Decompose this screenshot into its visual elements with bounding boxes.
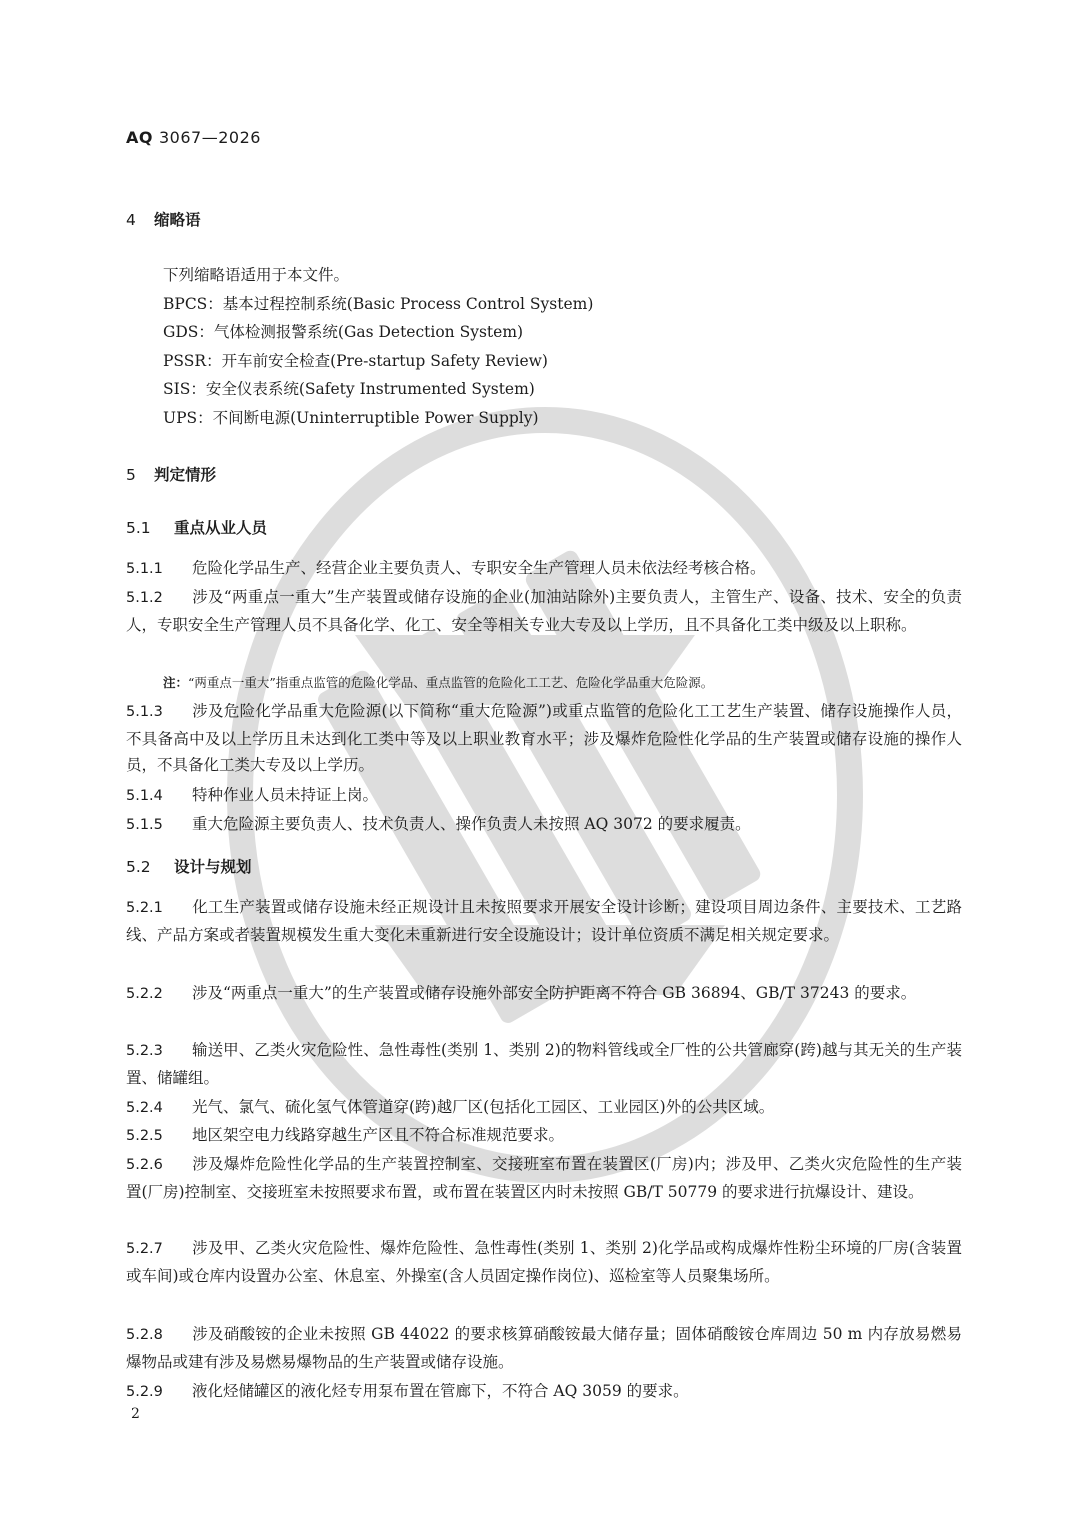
clause-5-1-5: 5.1.5 重大危险源主要负责人、技术负责人、操作负责人未按照 AQ 3072 的要求履责。: [126, 815, 751, 833]
note: [163, 673, 713, 691]
clause-5-1-4: 5.1.4 特种作业人员未持证上岗。: [126, 786, 379, 804]
note-text: “两重点一重大”指重点监管的危险化学品、重点监管的危险化工工艺、危险化学品重大危险源。: [188, 675, 714, 690]
document-code: [126, 128, 261, 147]
clause-5-2-5: 5.2.5 地区架空电力线路穿越生产区且不符合标准规范要求。: [126, 1126, 565, 1144]
section-4-heading: 4 缩略语: [126, 211, 201, 229]
note-label: 注：: [163, 675, 189, 690]
page-number: 2: [131, 1406, 140, 1422]
document-code-prefix: AQ: [126, 128, 153, 147]
clause-5-2-7: 5.2.7 涉及甲、乙类火灾危险性、爆炸危险性、急性毒性(类别 1、类别 2)化学品或构成爆炸性粉尘环境的厂房(含装置或车间)或仓库内设置办公室、休息室、外操室(含人员固定操作岗位)、巡检室等人员聚集场所。: [126, 1239, 962, 1285]
clause-5-1-1: 5.1.1 危险化学品生产、经营企业主要负责人、专职安全生产管理人员未依法经考核合格。: [126, 559, 766, 577]
clause-5-2-8: 5.2.8 涉及硝酸铵的企业未按照 GB 44022 的要求核算硝酸铵最大储存量；固体硝酸铵仓库周边 50 m 内存放易燃易爆物品或建有涉及易燃易爆物品的生产装置或储存设施。: [126, 1325, 962, 1371]
clause-5-2-4: 5.2.4 光气、氯气、硫化氢气体管道穿(跨)越厂区(包括化工园区、工业园区)外的公共区域。: [126, 1098, 775, 1116]
clause-5-2-2: 5.2.2 涉及“两重点一重大”的生产装置或储存设施外部安全防护距离不符合 GB 36894、GB/T 37243 的要求。: [126, 984, 917, 1002]
abbreviation-intro: 下列缩略语适用于本文件。: [163, 266, 350, 284]
abbreviation-item: GDS：气体检测报警系统(Gas Detection System): [163, 323, 524, 341]
document-code-number: 3067—2026: [158, 128, 261, 147]
subsection-5-1-heading: 5.1 重点从业人员: [126, 519, 268, 537]
clause-5-2-9: 5.2.9 液化烃储罐区的液化烃专用泵布置在管廊下，不符合 AQ 3059 的要求。: [126, 1382, 689, 1400]
abbreviation-item: SIS：安全仪表系统(Safety Instrumented System): [163, 380, 535, 398]
clause-5-2-3: 5.2.3 输送甲、乙类火灾危险性、急性毒性(类别 1、类别 2)的物料管线或全厂性的公共管廊穿(跨)越与其无关的生产装置、储罐组。: [126, 1041, 962, 1087]
abbreviation-list: [163, 261, 593, 432]
clause-5-1-3: 5.1.3 涉及危险化学品重大危险源(以下简称“重大危险源”)或重点监管的危险化工工艺生产装置、储存设施操作人员，不具备高中及以上学历且未达到化工类中等及以上职业教育水平；涉及爆炸危险性化学品的生产装置或储存设施的操作人员，不具备化工类大专及以上学历。: [126, 702, 962, 774]
clause-5-1-2: 5.1.2 涉及“两重点一重大”生产装置或储存设施的企业(加油站除外)主要负责人，主管生产、设备、技术、安全的负责人，专职安全生产管理人员不具备化学、化工、安全等相关专业大专及以上学历，且不具备化工类中级及以上职称。: [126, 588, 962, 634]
clause-5-2-1: 5.2.1 化工生产装置或储存设施未经正规设计且未按照要求开展安全设计诊断；建设项目周边条件、主要技术、工艺路线、产品方案或者装置规模发生重大变化未重新进行安全设施设计；设计单位资质不满足相关规定要求。: [126, 898, 962, 944]
subsection-5-2-heading: 5.2 设计与规划: [126, 858, 252, 876]
abbreviation-item: UPS：不间断电源(Uninterruptible Power Supply): [163, 408, 539, 427]
clause-5-2-6: 5.2.6 涉及爆炸危险性化学品的生产装置控制室、交接班室布置在装置区(厂房)内；涉及甲、乙类火灾危险性的生产装置(厂房)控制室、交接班室未按照要求布置，或布置在装置区内时未按照 GB/T 50779 的要求进行抗爆设计、建设。: [126, 1155, 962, 1201]
abbreviation-item: PSSR：开车前安全检查(Pre-startup Safety Review): [163, 351, 548, 370]
section-5-heading: 5 判定情形: [126, 466, 217, 484]
abbreviation-item: BPCS：基本过程控制系统(Basic Process Control System): [163, 294, 594, 313]
